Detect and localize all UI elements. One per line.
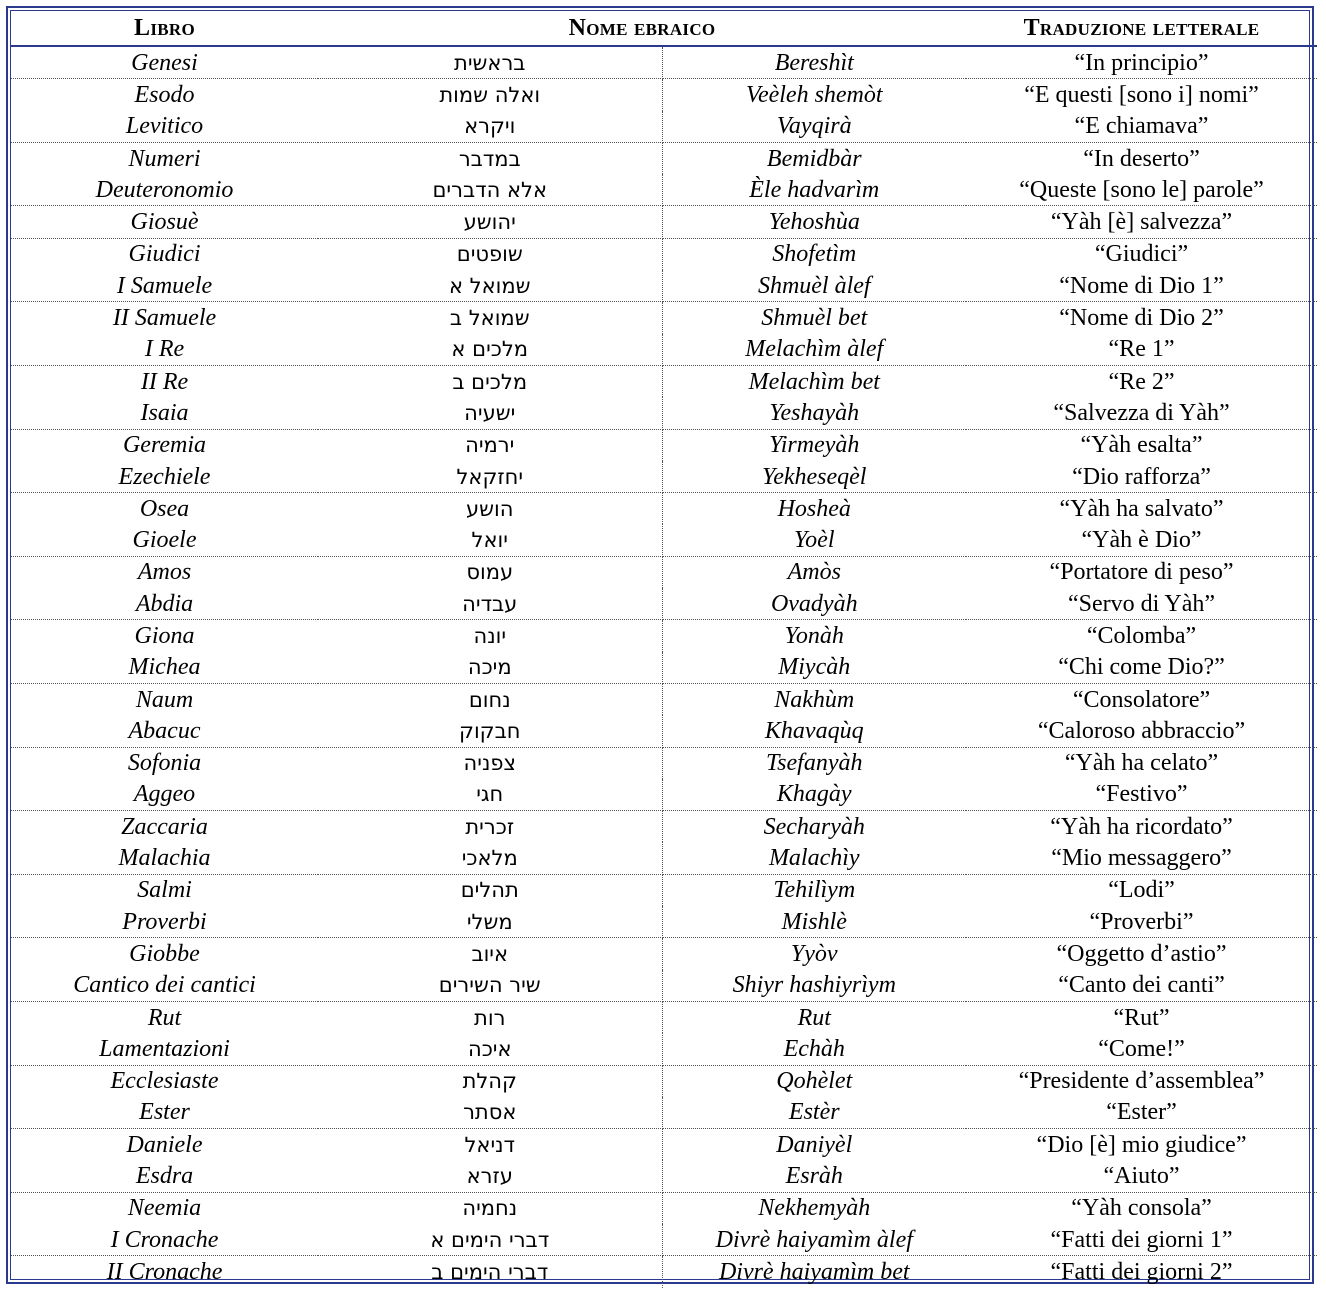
cell-ebraico: עזרא — [318, 1160, 662, 1192]
table-row — [11, 365, 1317, 397]
cell-traduzione: “Yàh [è] salvezza” — [966, 206, 1317, 238]
cell-libro: Aggeo — [11, 779, 318, 811]
cell-libro: Gioele — [11, 524, 318, 556]
cell-libro: Esdra — [11, 1160, 318, 1192]
table-row — [11, 142, 1317, 174]
cell-ebraico: איוב — [318, 938, 662, 970]
cell-traduzione: “E questi [sono i] nomi” — [1024, 81, 1259, 108]
cell-libro: Naum — [135, 686, 194, 713]
table-row — [11, 556, 1317, 588]
cell-ebraico: איכה — [318, 1033, 662, 1065]
cell-traduzione: “Ester” — [966, 1097, 1317, 1129]
cell-traduzione: “Re 1” — [966, 334, 1317, 366]
table-row — [11, 1033, 1317, 1065]
cell-ebraico: יואל — [318, 524, 662, 556]
table-row — [11, 652, 1317, 684]
cell-ebraico: מלאכי — [318, 842, 662, 874]
cell-traslitterazione: Yeshayàh — [662, 397, 966, 429]
cell-traduzione: “Fatti dei giorni 1” — [966, 1224, 1317, 1256]
table-row — [11, 1192, 1317, 1224]
cell-ebraico: דניאל — [318, 1129, 662, 1161]
table-row — [11, 1001, 1317, 1033]
cell-traduzione: “Nome di Dio 2” — [1059, 305, 1224, 332]
cell-traslitterazione: Esràh — [662, 1160, 966, 1192]
table-frame — [6, 6, 1314, 1284]
header-traduzione: Traduzione letterale — [966, 11, 1317, 46]
table-inner-border — [10, 10, 1310, 1285]
table-row — [11, 461, 1317, 493]
cell-libro: Ecclesiaste — [110, 1068, 219, 1095]
cell-ebraico: דברי הימים א — [318, 1224, 662, 1256]
cell-libro: II Re — [140, 368, 189, 395]
cell-traslitterazione: Yoèl — [662, 524, 966, 556]
table-row — [11, 334, 1317, 366]
cell-libro: Esodo — [134, 81, 195, 108]
cell-ebraico: תהלים — [318, 874, 662, 906]
table-row — [11, 1065, 1317, 1097]
table-row — [11, 206, 1317, 238]
cell-traslitterazione: Tehilìym — [773, 877, 856, 904]
cell-traslitterazione: Yyòv — [790, 940, 838, 967]
cell-traduzione: “Dio rafforza” — [966, 461, 1317, 493]
table-row — [11, 302, 1317, 334]
cell-ebraico: הושע — [318, 493, 662, 525]
cell-traduzione: “Presidente d’assemblea” — [1018, 1068, 1265, 1095]
table-row — [11, 397, 1317, 429]
header-row — [11, 11, 1317, 46]
cell-traslitterazione: Nekhemyàh — [758, 1195, 871, 1222]
header-nome-ebraico: Nome ebraico — [318, 11, 966, 46]
cell-libro: Genesi — [11, 46, 318, 79]
cell-ebraico: קהלת — [318, 1065, 662, 1097]
table-row — [11, 1129, 1317, 1161]
cell-ebraico: עמוס — [318, 556, 662, 588]
cell-traduzione: “Yàh consola” — [1071, 1195, 1212, 1222]
cell-libro: Isaia — [11, 397, 318, 429]
table-row — [11, 524, 1317, 556]
table-row — [11, 715, 1317, 747]
cell-libro: Salmi — [137, 877, 192, 904]
table-row — [11, 779, 1317, 811]
cell-traslitterazione: Amòs — [787, 559, 841, 586]
cell-ebraico: זכרית — [318, 811, 662, 843]
cell-traslitterazione: Secharyàh — [763, 813, 865, 840]
cell-traduzione: “E chiamava” — [966, 111, 1317, 143]
cell-libro: Cantico dei cantici — [11, 970, 318, 1002]
cell-traslitterazione: Khagày — [662, 779, 966, 811]
cell-traslitterazione: Veèleh shemòt — [745, 81, 883, 108]
cell-libro: Deuteronomio — [11, 174, 318, 206]
cell-traduzione: “Servo di Yàh” — [966, 588, 1317, 620]
cell-traslitterazione: Shiyr hashiyrìym — [662, 970, 966, 1002]
cell-traslitterazione: Daniyèl — [776, 1131, 853, 1158]
cell-libro: II Samuele — [112, 305, 217, 332]
cell-ebraico: ירמיה — [318, 429, 662, 461]
cell-traslitterazione: Shofetìm — [772, 241, 857, 268]
table-row — [11, 842, 1317, 874]
cell-traslitterazione: Malachìy — [662, 842, 966, 874]
cell-traslitterazione: Echàh — [662, 1033, 966, 1065]
table-row — [11, 970, 1317, 1002]
cell-traslitterazione: Estèr — [662, 1097, 966, 1129]
cell-traslitterazione: Melachìm àlef — [662, 334, 966, 366]
cell-traduzione: “Yàh ha salvato” — [1059, 495, 1224, 522]
cell-traslitterazione: Hosheà — [777, 495, 851, 522]
cell-libro: Geremia — [122, 432, 207, 459]
cell-traduzione: “Lodi” — [1108, 877, 1175, 904]
table-row — [11, 683, 1317, 715]
cell-traduzione: “Festivo” — [966, 779, 1317, 811]
cell-libro: Amos — [137, 559, 192, 586]
cell-traduzione: “Yàh esalta” — [1080, 432, 1203, 459]
cell-traduzione: “Giudici” — [1094, 241, 1189, 268]
cell-libro: II Cronache — [106, 1258, 223, 1285]
cell-ebraico: צפניה — [318, 747, 662, 779]
cell-traduzione: “Portatore di peso” — [1049, 559, 1234, 586]
cell-traduzione: “In principio” — [966, 46, 1317, 79]
cell-traduzione: “Caloroso abbraccio” — [966, 715, 1317, 747]
cell-ebraico: שמואל ב — [318, 302, 662, 334]
cell-traduzione: “Come!” — [966, 1033, 1317, 1065]
cell-ebraico: נחמיה — [318, 1192, 662, 1224]
cell-traslitterazione: Bereshìt — [662, 46, 966, 79]
cell-libro: Giona — [134, 622, 195, 649]
cell-traslitterazione: Shmuèl bet — [761, 305, 868, 332]
table-row — [11, 811, 1317, 843]
cell-traslitterazione: Khavaqùq — [662, 715, 966, 747]
table-row — [11, 874, 1317, 906]
cell-ebraico: אלא הדברים — [318, 174, 662, 206]
cell-traslitterazione: Qohèlet — [776, 1068, 853, 1095]
cell-traslitterazione: Melachìm bet — [748, 368, 880, 395]
table-row — [11, 174, 1317, 206]
table-row — [11, 588, 1317, 620]
cell-libro: Neemia — [127, 1195, 202, 1222]
cell-traslitterazione: Shmuèl àlef — [662, 270, 966, 302]
cell-ebraico: שמואל א — [318, 270, 662, 302]
cell-traslitterazione: Divrè haiyamìm bet — [718, 1258, 910, 1285]
table-row — [11, 111, 1317, 143]
cell-libro: Giosuè — [11, 206, 318, 238]
cell-traslitterazione: Yonàh — [784, 622, 844, 649]
cell-traslitterazione: Yehoshùa — [662, 206, 966, 238]
table-row — [11, 429, 1317, 461]
cell-libro: Levitico — [11, 111, 318, 143]
cell-libro: Numeri — [128, 145, 201, 172]
cell-traduzione: “Canto dei canti” — [966, 970, 1317, 1002]
cell-libro: Michea — [11, 652, 318, 684]
cell-traduzione: “Colomba” — [1086, 622, 1197, 649]
cell-ebraico: יונה — [318, 620, 662, 652]
cell-ebraico: מיכה — [318, 652, 662, 684]
cell-libro: Sofonia — [127, 750, 202, 777]
cell-traduzione: “Dio [è] mio giudice” — [1036, 1131, 1247, 1158]
cell-traslitterazione: Vayqirà — [662, 111, 966, 143]
cell-libro: Zaccaria — [121, 813, 208, 840]
cell-ebraico: חבקוק — [318, 715, 662, 747]
cell-traslitterazione: Nakhùm — [774, 686, 855, 713]
cell-traslitterazione: Miycàh — [662, 652, 966, 684]
table-row — [11, 79, 1317, 111]
table-row — [11, 938, 1317, 970]
cell-libro: I Re — [11, 334, 318, 366]
cell-traduzione: “Yàh ha celato” — [1064, 750, 1219, 777]
cell-traduzione: “In deserto” — [1083, 145, 1200, 172]
cell-libro: Giobbe — [129, 940, 200, 967]
cell-ebraico: שיר השירים — [318, 970, 662, 1002]
cell-ebraico: יהושע — [318, 206, 662, 238]
cell-ebraico: מלכים א — [318, 334, 662, 366]
cell-ebraico: אסתר — [318, 1097, 662, 1129]
cell-traduzione: “Aiuto” — [966, 1160, 1317, 1192]
table-row — [11, 270, 1317, 302]
cell-libro: I Samuele — [11, 270, 318, 302]
table-row — [11, 747, 1317, 779]
cell-ebraico: במדבר — [318, 142, 662, 174]
header-libro: Libro — [11, 11, 318, 46]
cell-ebraico: משלי — [318, 906, 662, 938]
cell-traduzione: “Nome di Dio 1” — [966, 270, 1317, 302]
cell-ebraico: שופטים — [318, 238, 662, 270]
cell-traduzione: “Yàh ha ricordato” — [1050, 813, 1233, 840]
cell-traduzione: “Salvezza di Yàh” — [966, 397, 1317, 429]
table-row — [11, 906, 1317, 938]
table-row — [11, 238, 1317, 270]
cell-libro: Rut — [147, 1004, 182, 1031]
cell-ebraico: דברי הימים ב — [318, 1256, 662, 1288]
cell-traduzione: “Fatti dei giorni 2” — [1050, 1258, 1233, 1285]
cell-libro: Giudici — [128, 241, 201, 268]
table-row — [11, 1256, 1317, 1288]
cell-traduzione: “Chi come Dio?” — [966, 652, 1317, 684]
cell-traslitterazione: Yekheseqèl — [662, 461, 966, 493]
cell-libro: Daniele — [126, 1131, 203, 1158]
table-row — [11, 1097, 1317, 1129]
cell-traslitterazione: Rut — [797, 1004, 831, 1031]
cell-ebraico: ישעיה — [318, 397, 662, 429]
cell-libro: Abdia — [11, 588, 318, 620]
cell-traduzione: “Rut” — [1113, 1004, 1170, 1031]
cell-traslitterazione: Tsefanyàh — [766, 750, 863, 777]
cell-libro: Malachia — [11, 842, 318, 874]
cell-libro: Lamentazioni — [11, 1033, 318, 1065]
cell-traslitterazione: Bemidbàr — [766, 145, 862, 172]
cell-traduzione: “Re 2” — [1108, 368, 1175, 395]
cell-libro: Osea — [139, 495, 190, 522]
cell-traduzione: “Queste [sono le] parole” — [966, 174, 1317, 206]
cell-libro: Ezechiele — [11, 461, 318, 493]
cell-libro: Abacuc — [11, 715, 318, 747]
cell-traslitterazione: Ovadyàh — [662, 588, 966, 620]
table-row — [11, 1160, 1317, 1192]
table-row — [11, 493, 1317, 525]
cell-ebraico: חגי — [318, 779, 662, 811]
cell-traslitterazione: Èle hadvarìm — [662, 174, 966, 206]
cell-ebraico: מלכים ב — [318, 365, 662, 397]
cell-traduzione: “Proverbi” — [966, 906, 1317, 938]
cell-ebraico: ואלה שמות — [318, 79, 662, 111]
books-table — [11, 11, 1317, 1288]
cell-traduzione: “Consolatore” — [1072, 686, 1211, 713]
cell-traslitterazione: Divrè haiyamìm àlef — [662, 1224, 966, 1256]
cell-ebraico: יחזקאל — [318, 461, 662, 493]
cell-traslitterazione: Yirmeyàh — [769, 432, 860, 459]
cell-traduzione: “Yàh è Dio” — [966, 524, 1317, 556]
cell-ebraico: בראשית — [318, 46, 662, 79]
cell-libro: Proverbi — [11, 906, 318, 938]
cell-ebraico: עבדיה — [318, 588, 662, 620]
cell-traduzione: “Mio messaggero” — [966, 842, 1317, 874]
cell-ebraico: רות — [318, 1001, 662, 1033]
cell-libro: Ester — [11, 1097, 318, 1129]
table-row — [11, 1224, 1317, 1256]
table-row — [11, 46, 1317, 79]
cell-libro: I Cronache — [11, 1224, 318, 1256]
cell-traslitterazione: Mishlè — [662, 906, 966, 938]
table-body — [11, 46, 1317, 1288]
table-row — [11, 620, 1317, 652]
cell-ebraico: נחום — [318, 683, 662, 715]
cell-ebraico: ויקרא — [318, 111, 662, 143]
cell-traduzione: “Oggetto d’astio” — [1056, 940, 1227, 967]
